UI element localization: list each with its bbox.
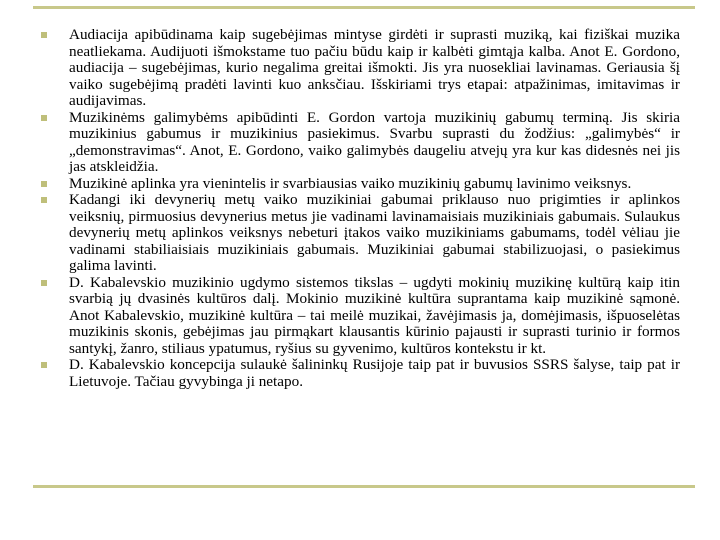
bullet-text: D. Kabalevskio muzikinio ugdymo sistemos tikslas – ugdyti mokinių muzikinę kultūrą kaip itin svarbią jų dvasinės kultūros dalį. Mokinio muzikinė kultūra suprantama kaip muzikinė sąmonė. Anot Kabalevskio, muzikinė kultūra – tai meilė muzikai, žavėjimasis ja, domėjimasis, išpuoselėtas muzikinis skonis, gebėjimas jau pirmąkart klausantis kūrinio pajausti ir suprasti turinio ir formos santykį, žanro, stiliaus ypatumus, ryšius su gyvenimo, kultūros kontekstu ir kt. <box>69 273 680 357</box>
bullet-text: Muzikinėms galimybėms apibūdinti E. Gordon vartoja muzikinių gabumų terminą. Jis skiria muzikinius gabumus ir muzikinius pasiekimus. Svarbu suprasti du žodžius: „galimybės“ ir „demonstravimas“. Anot, E. Gordono, vaiko galimybės daugeliu atvejų yra kur kas didesnės nei jis jas atskleidžia. <box>69 108 680 175</box>
bottom-rule <box>33 485 695 488</box>
square-bullet-icon <box>41 181 47 187</box>
square-bullet-icon <box>41 362 47 368</box>
list-item <box>40 275 680 358</box>
square-bullet-icon <box>41 32 47 38</box>
bullet-text: Kadangi iki devynerių metų vaiko muzikiniai gabumai priklauso nuo prigimties ir aplinkos veiksnių, pirmuosius devynerius metus jie vadinami lavinamaisiais muzikiniais gabumais. Sulaukus devynerių metų aplinkos veiksnys nebeturi įtakos vaiko muzikiniams gabumams, todėl vėliau jie vadinami stabiliaisiais muzikiniais gabumais. Muzikiniai gabumai stabilizuojasi, o pasiekimus galima lavinti. <box>69 191 680 274</box>
list-item <box>40 192 680 275</box>
square-bullet-icon <box>41 115 47 121</box>
list-item <box>40 27 680 110</box>
square-bullet-icon <box>41 280 47 286</box>
top-rule <box>33 6 695 9</box>
bullet-text: Muzikinė aplinka yra vienintelis ir svarbiausias vaiko muzikinių gabumų lavinimo veiksnys. <box>69 174 632 192</box>
list-item <box>40 110 680 176</box>
square-bullet-icon <box>41 197 47 203</box>
slide-body <box>40 27 680 390</box>
bullet-text: Audiacija apibūdinama kaip sugebėjimas mintyse girdėti ir suprasti muziką, kai fiziškai muzika neatliekama. Audijuoti išmokstame tuo pačiu būdu kaip ir kalbėti gimtąja kalba. Anot E. Gordono, audiacija – sugebėjimas, kurio negalima greitai išmokti. Jis yra nuosekliai lavinamas. Geriausia šį vaiko sugebėjimą pradėti lavinti kuo anksčiau. Išskiriami trys etapai: atpažinimas, imitavimas ir audijavimas. <box>69 26 680 109</box>
list-item <box>40 357 680 390</box>
bullet-text: D. Kabalevskio koncepcija sulaukė šalininkų Rusijoje taip pat ir buvusios SSRS šalyse, taip pat ir Lietuvoje. Tačiau gyvybinga ji netapo. <box>69 356 680 390</box>
list-item <box>40 176 680 193</box>
